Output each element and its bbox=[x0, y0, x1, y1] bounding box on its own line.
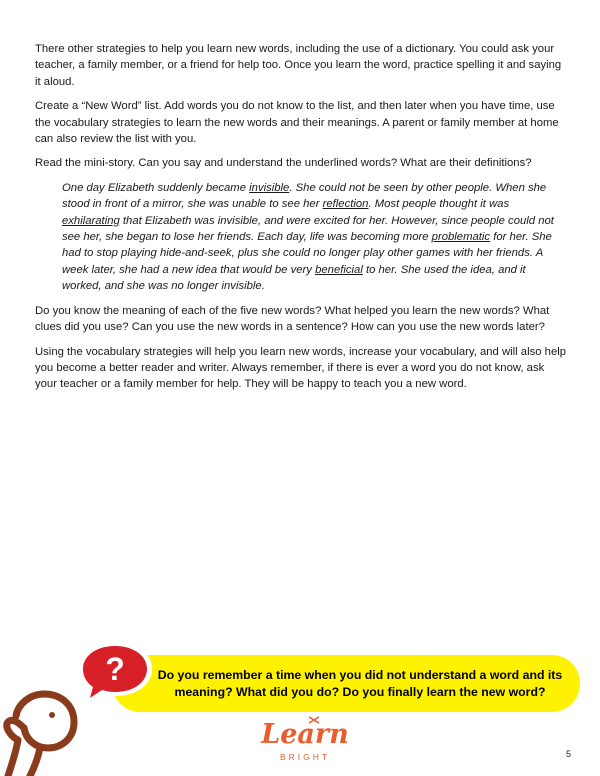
page-content bbox=[35, 41, 567, 401]
story-text: to her. She used the idea, and it worked, and she was no longer invisible. bbox=[62, 263, 526, 293]
thinking-figure-icon bbox=[0, 682, 110, 776]
vocab-word: problematic bbox=[431, 231, 491, 244]
paragraph-questions: Do you know the meaning of each of the five new words? What helped you learn the new words? What clues did you use? Can you use the new words in a sentence? How can you use the new words later? bbox=[35, 304, 550, 334]
story-text: . She could not be seen by other people. When she stood in front of a mirror, she was unable to see her bbox=[62, 181, 547, 211]
vocab-word: beneficial bbox=[315, 263, 363, 276]
vocab-word: reflection bbox=[322, 198, 369, 211]
paragraph-conclusion: Using the vocabulary strategies will help you learn new words, increase your vocabulary, and will also help you become a better reader and writer. Always remember, if there is ever a word you do not know, ask your teacher or a family member for help. They will be happy to teach you a new word. bbox=[35, 345, 567, 391]
paragraph-new-word-list: Create a “New Word” list. Add words you do not know to the list, and then later when you have time, use the vocabulary strategies to learn the new words and their meanings. A parent or family member at home can also review the list with you. bbox=[35, 100, 559, 146]
page-number: 5 bbox=[566, 749, 572, 759]
story-text: that Elizabeth was invisible, and were excited for her. However, since people could not see her, she began to lose her friends. Each day, life was becoming more bbox=[62, 214, 554, 244]
learn-bright-logo bbox=[250, 720, 360, 770]
mini-story bbox=[62, 180, 562, 295]
callout-question: Do you remember a time when you did not understand a word and its meaning? What did you do? Do you finally learn the new word? bbox=[157, 668, 563, 699]
story-text: One day Elizabeth suddenly became bbox=[62, 181, 250, 194]
logo-wordmark: Learn bbox=[261, 719, 349, 750]
story-text: for her. She had to stop playing hide-and-seek, plus she could no longer play other games with her friends. A week later, she had a new idea that would be very bbox=[62, 231, 552, 276]
story-text: . Most people thought it was bbox=[368, 198, 510, 211]
question-mark-glyph: ? bbox=[105, 651, 125, 687]
paragraph-mini-story-intro: Read the mini-story. Can you say and understand the underlined words? What are their definitions? bbox=[35, 157, 532, 170]
paragraph-strategies: There other strategies to help you learn new words, including the use of a dictionary. You could ask your teacher, a family member, or a friend for help too. Once you learn the word, practice spelling it and saying it aloud. bbox=[35, 43, 562, 88]
vocab-word: invisible bbox=[249, 181, 290, 194]
vocab-word: exhilarating bbox=[62, 214, 120, 227]
logo-tagline: BRIGHT bbox=[279, 752, 331, 762]
